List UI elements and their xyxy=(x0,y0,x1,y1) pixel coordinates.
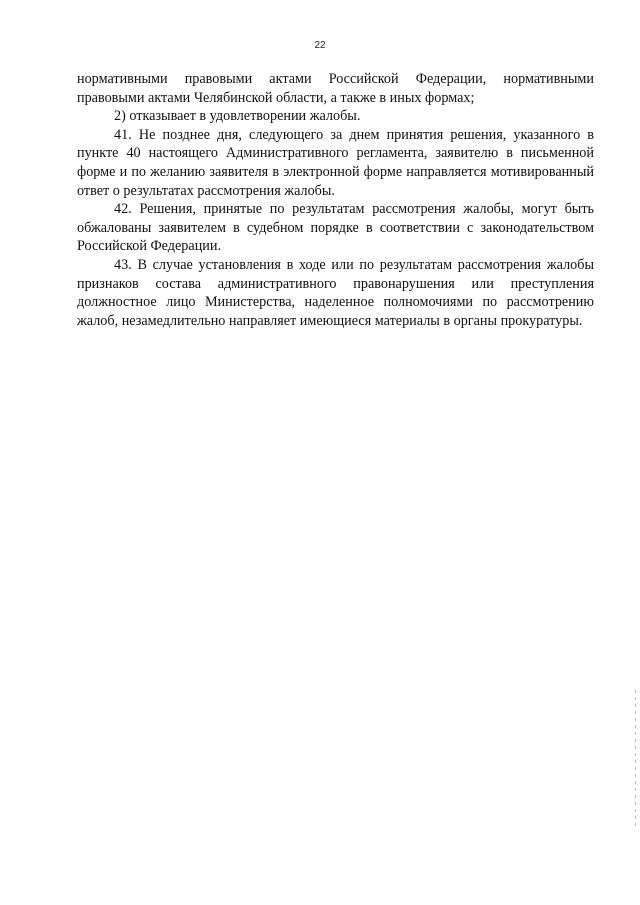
document-body xyxy=(77,70,594,330)
paragraph-item-2: 2) отказывает в удовлетворении жалобы. xyxy=(114,108,361,125)
scan-edge-artifact xyxy=(635,690,636,830)
paragraph-42: 42. Решения, принятые по результатам рассмотрения жалобы, могут быть обжалованы заявителем в судебном порядке в соответствии с законодательством Российской Федерации. xyxy=(77,201,594,255)
paragraph-continuation: нормативными правовыми актами Российской Федерации, нормативными правовыми актами Челябинской области, а также в иных формах; xyxy=(77,71,594,106)
paragraph-43: 43. В случае установления в ходе или по результатам рассмотрения жалобы признаков состава административного правонарушения или преступления должностное лицо Министерства, наделенное полномочиями по рассмотрению жалоб, незамедлительно направляет имеющиеся материалы в органы прокуратуры. xyxy=(77,256,594,329)
page-number: 22 xyxy=(314,40,326,51)
paragraph-41: 41. Не позднее дня, следующего за днем принятия решения, указанного в пункте 40 настоящего Административного регламента, заявителю в письменной форме и по желанию заявителя в электронной форме направляется мотивированный ответ о результатах рассмотрения жалобы. xyxy=(77,126,594,199)
